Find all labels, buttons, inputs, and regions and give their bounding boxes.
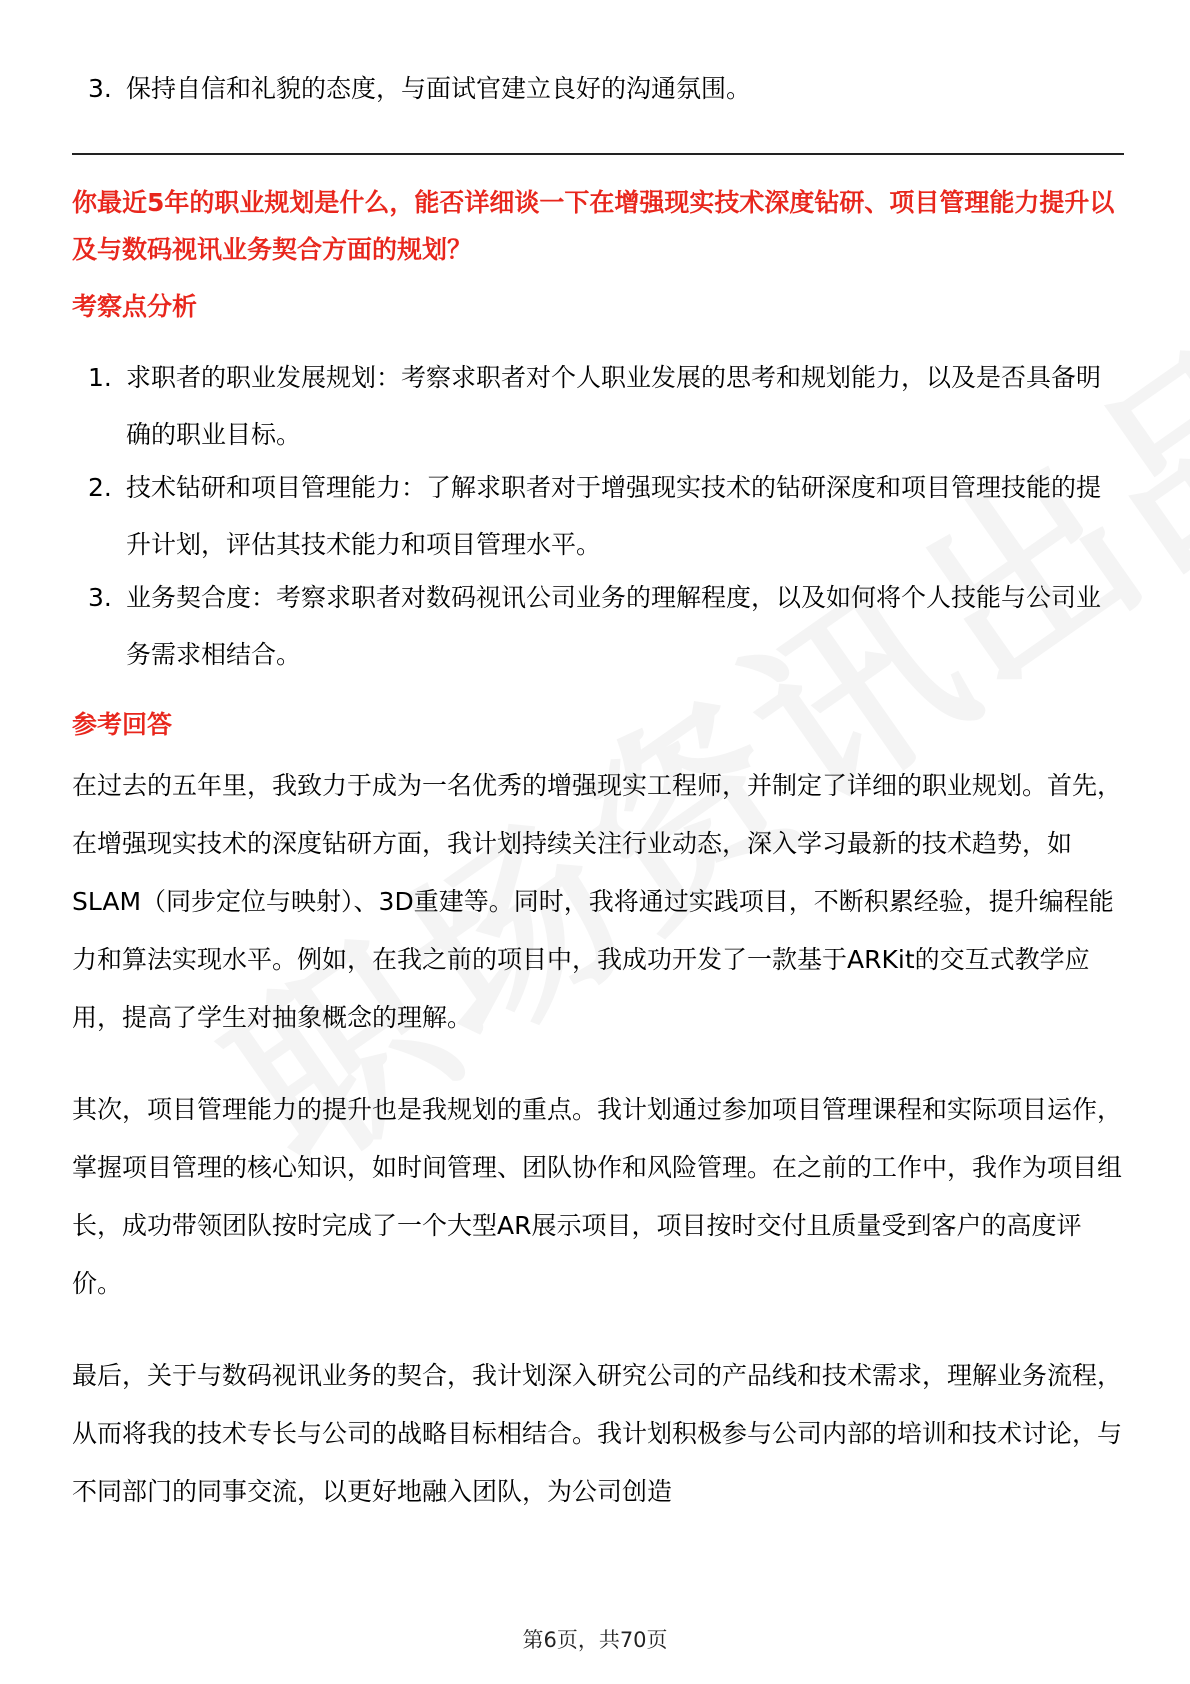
analysis-heading: 考察点分析 [72, 292, 198, 321]
list-item [72, 349, 1124, 463]
list-item [72, 459, 1124, 573]
page-number-footer: 第6页，共70页 [522, 1628, 668, 1652]
answer-paragraph: 最后，关于与数码视讯业务的契合，我计划深入研究公司的产品线和技术需求，理解业务流程，从而将我的技术专长与公司的战略目标相结合。我计划积极参与公司内部的培训和技术讨论，与不同部门的同事交流，以更好地融入团队，为公司创造 [72, 1361, 1123, 1506]
answer-paragraph: 在过去的五年里，我致力于成为一名优秀的增强现实工程师，并制定了详细的职业规划。首先，在增强现实技术的深度钻研方面，我计划持续关注行业动态，深入学习最新的技术趋势，如SLAM（同步定位与映射）、3D重建等。同时，我将通过实践项目，不断积累经验，提升编程能力和算法实现水平。例如，在我之前的项目中，我成功开发了一款基于ARKit的交互式教学应用，提高了学生对抽象概念的理解。 [72, 771, 1123, 1032]
list-item-text: 业务契合度：考察求职者对数码视讯公司业务的理解程度，以及如何将个人技能与公司业务需求相结合。 [126, 583, 1102, 669]
list-item-number: 2. [88, 473, 112, 502]
list-item-number: 3. [88, 583, 112, 612]
analysis-list [72, 349, 1124, 683]
list-item-number: 3. [88, 74, 112, 103]
answer-paragraph: 其次，项目管理能力的提升也是我规划的重点。我计划通过参加项目管理课程和实际项目运作，掌握项目管理的核心知识，如时间管理、团队协作和风险管理。在之前的工作中，我作为项目组长，成功带领团队按时完成了一个大型AR展示项目，项目按时交付且质量受到客户的高度评价。 [72, 1095, 1123, 1298]
section-divider [72, 153, 1124, 155]
list-item [72, 569, 1124, 683]
answer-heading: 参考回答 [72, 710, 173, 739]
list-item-text: 技术钻研和项目管理能力：了解求职者对于增强现实技术的钻研深度和项目管理技能的提升计划，评估其技术能力和项目管理水平。 [126, 473, 1102, 559]
list-item-text: 求职者的职业发展规划：考察求职者对个人职业发展的思考和规划能力，以及是否具备明确的职业目标。 [126, 363, 1102, 449]
list-item-text: 保持自信和礼貌的态度，与面试官建立良好的沟通氛围。 [126, 74, 752, 103]
page-content [72, 60, 1124, 1555]
interview-question: 你最近5年的职业规划是什么，能否详细谈一下在增强现实技术深度钻研、项目管理能力提升以及与数码视讯业务契合方面的规划？ [72, 188, 1115, 264]
list-item-number: 1. [88, 363, 112, 392]
list-item-top [72, 60, 1124, 117]
